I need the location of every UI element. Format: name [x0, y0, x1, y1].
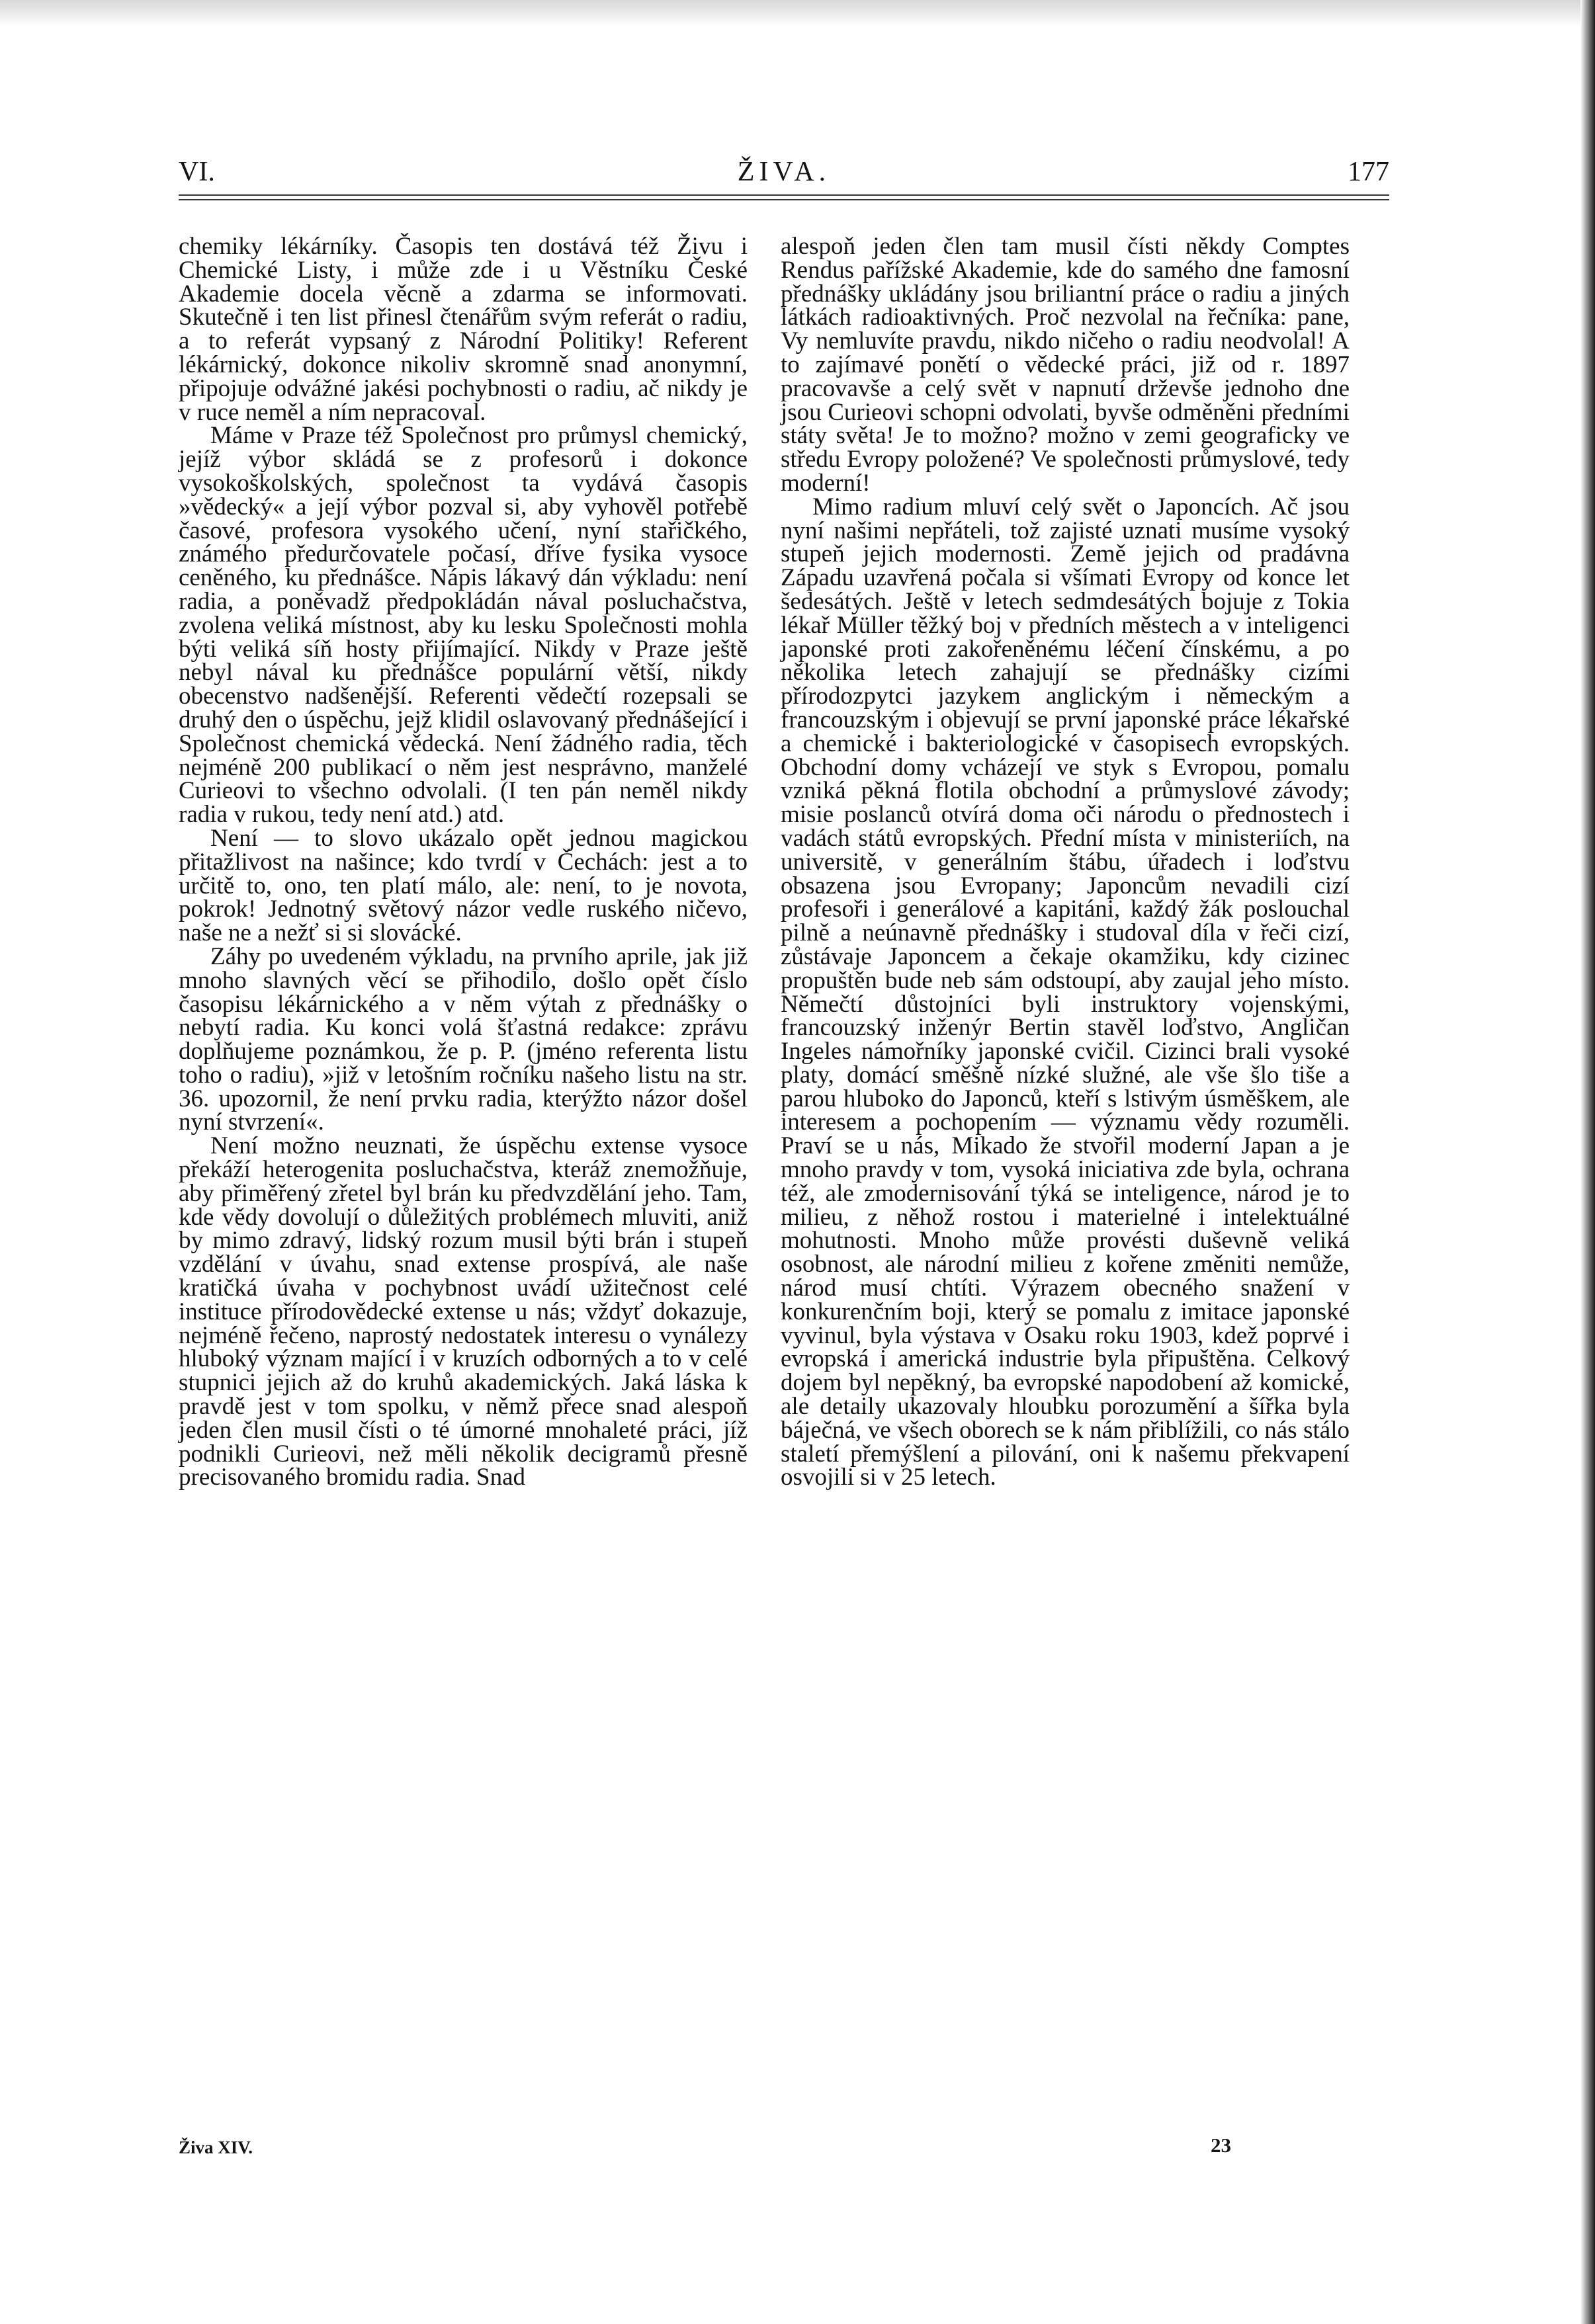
scan-edge-right: [1580, 0, 1595, 2324]
journal-title: ŽIVA.: [737, 157, 831, 187]
right-column: [781, 235, 1350, 1489]
header-rule: [179, 194, 1389, 200]
paragraph: Mimo radium mluví celý svět o Japoncích. Ač jsou nyní našimi nepřáteli, tož zajisté uznati musíme vysoký stupeň jejich modernosti. Země jejich od pradávna Západu uzavřená počala si všímati Evropy od konce let šedesátých. Ještě v letech sedmdesátých bojuje z Tokia lékař Müller těžký boj v předních městech a v inteligenci japonské proti zakořeněnému léčení čínskému, a po několika letech zahajují se přednášky cizími přírodozpytci jazykem anglickým i německým a francouzským i objevují se první japonské práce lékařské a chemické i bakteriologické v časopisech evropských. Obchodní domy vcházejí ve styk s Evropou, pomalu vzniká pěkná flotila obchodní a průmyslové závody; misie poslanců otvírá doma oči národu o přednostech i vadách států evropských. Přední místa v ministeriích, na universitě, v generálním štábu, úřadech i loďstvu obsazena jsou Evropany; Japoncům nevadili cizí profesoři i generálové a kapitáni, každý žák poslouchal pilně a neúnavně přednášky i studoval díla v řeči cizí, zůstávaje Japoncem a čekaje okamžiku, kdy cizinec propuštěn bude neb sám odstoupí, aby zaujal jeho místo. Němečtí důstojníci byli instruktory vojenskými, francouzský inženýr Bertin stavěl loďstvo, Angličan Ingeles námořníky japonské cvičil. Cizinci brali vysoké platy, domácí směšně nízké služné, ale vše šlo tiše a parou hluboko do Japonců, kteří s lstivým úsměškem, ale interesem a pochopením — významu vědy rozuměli. Praví se u nás, Mikado že stvořil moderní Japan a je mnoho pravdy v tom, vysoká iniciativa zde byla, ochrana též, ale zmodernisování týká se inteligence, národ je to milieu, z něhož rostou i materielné i intelektuálné mohutnosti. Mnoho může provésti duševně veliká osobnost, ale národní milieu z kořene změniti nemůže, národ musí chtíti. Výrazem obecného snažení v konkurenčním boji, který se pomalu z imitace japonské vyvinul, byla výstava v Osaku roku 1903, kdež poprvé i evropská i americká industrie byla připuštěna. Celkový dojem byl nepěkný, ba evropské napodobení až komické, ale detaily ukazovaly hloubku porozumění a šířka byla báječná, ve všech oborech se k nám přiblížili, co nás stálo staletí přemýšlení a pilování, oni k našemu překvapení osvojili si v 25 letech.: [781, 493, 1350, 1491]
paragraph: chemiky lékárníky. Časopis ten dostává též Živu i Chemické Listy, i může zde i u Věstníku České Akademie docela věcně a zdarma se informovati. Skutečně i ten list přinesl čtenářům svým referát o radiu, a to referát vypsaný z Národní Politiky! Referent lékárnický, dokonce nikoliv skromně snad anonymní, připojuje odvážné jakési pochybnosti o radiu, ač nikdy je v ruce neměl a ním nepracoval.: [179, 233, 748, 426]
paragraph: Není — to slovo ukázalo opět jednou magickou přitažlivost na našince; kdo tvrdí v Čechách: jest a to určitě to, ono, ten platí málo, ale: není, to je novota, pokrok! Jednotný světový názor vedle ruského ničevo, naše ne a nežť si si slovácké.: [179, 824, 748, 947]
page-number: 177: [1348, 157, 1389, 187]
paragraph: Není možno neuznati, že úspěchu extense vysoce překáží heterogenita posluchačstva, kteráž znemožňuje, aby přiměřený zřetel byl brán ku předvzdělání jeho. Tam, kde vědy dovolují o důležitých problémech mluviti, aniž by mimo zdravý, lidský rozum musil býti brán i stupeň vzdělání v úvahu, snad extense prospívá, ale naše kratičká úvaha v pochybnost uvádí užitečnost celé instituce přírodovědecké extense u nás; vždyť dokazuje, nejméně řečeno, naprostý nedostatek interesu o vynálezy hluboký význam mající i v kruzích odborných a to v celé stupnici jejich až do kruhů akademických. Jaká láska k pravdě jest v tom spolku, v němž přece snad alespoň jeden člen musil čísti o té úmorné mnohaleté práci, jíž podnikli Curieovi, než měli několik decigramů přesně precisovaného bromidu radia. Snad: [179, 1132, 748, 1491]
scan-edge-top: [0, 0, 1595, 26]
volume-number: VI.: [179, 157, 215, 187]
paragraph: alespoň jeden člen tam musil čísti někdy Comptes Rendus pařížské Akademie, kde do samého dne famosní přednášky ukládány jsou briliantní práce o radiu a jiných látkách radioaktivných. Proč nezvolal na řečníka: pane, Vy nemluvíte pravdu, nikdo ničeho o radiu neodvolal! A to zajímavé ponětí o vědecké práci, již od r. 1897 pracovavše a celý svět v napnutí drževše jednoho dne jsou Curieovi schopni odvolati, byvše odměněni předními státy světa! Je to možno? možno v zemi geograficky ve středu Evropy položené? Ve společnosti průmyslové, tedy moderní!: [781, 233, 1350, 497]
sheet-number: 23: [1211, 2134, 1231, 2157]
paragraph: Záhy po uvedeném výkladu, na prvního aprile, jak již mnoho slavných věcí se přihodilo, došlo opět číslo časopisu lékárnického a v něm výtah z přednášky o nebytí radia. Ku konci volá šťastná redakce: zprávu doplňujeme poznámkou, že p. P. (jméno referenta listu toho o radiu), »již v letošním ročníku našeho listu na str. 36. upozornil, že není prvku radia, kterýžto názor došel nyní stvrzení«.: [179, 942, 748, 1136]
running-header: [179, 153, 1389, 193]
signature-mark: Živa XIV.: [179, 2137, 253, 2157]
paragraph: Máme v Praze též Společnost pro průmysl chemický, jejíž výbor skládá se z profesorů i dokonce vysokoškolských, společnost ta vydává časopis »vědecký« a její výbor pozval si, aby vyhověl potřebě časové, profesora vysokého učení, nyní stařičkého, známého předurčovatele počasí, dříve fysika vysoce ceněného, ku přednášce. Nápis lákavý dán výkladu: není radia, a poněvadž předpokládán nával posluchačstva, zvolena veliká místnost, aby ku lesku Společnosti mohla býti veliká síň hosty přijímající. Nikdy v Praze ještě nebyl nával ku přednášce populární větší, nikdy obecenstvo nadšenější. Referenti vědečtí rozepsali se druhý den o úspěchu, jejž klidil oslavovaný přednášející i Společnost chemická vědecká. Není žádného radia, těch nejméně 200 publikací o něm jest nesprávno, manželé Curieovi to všechno odvolali. (I ten pán neměl nikdy radia v rukou, tedy není atd.) atd.: [179, 422, 748, 829]
left-column: [179, 235, 748, 1489]
